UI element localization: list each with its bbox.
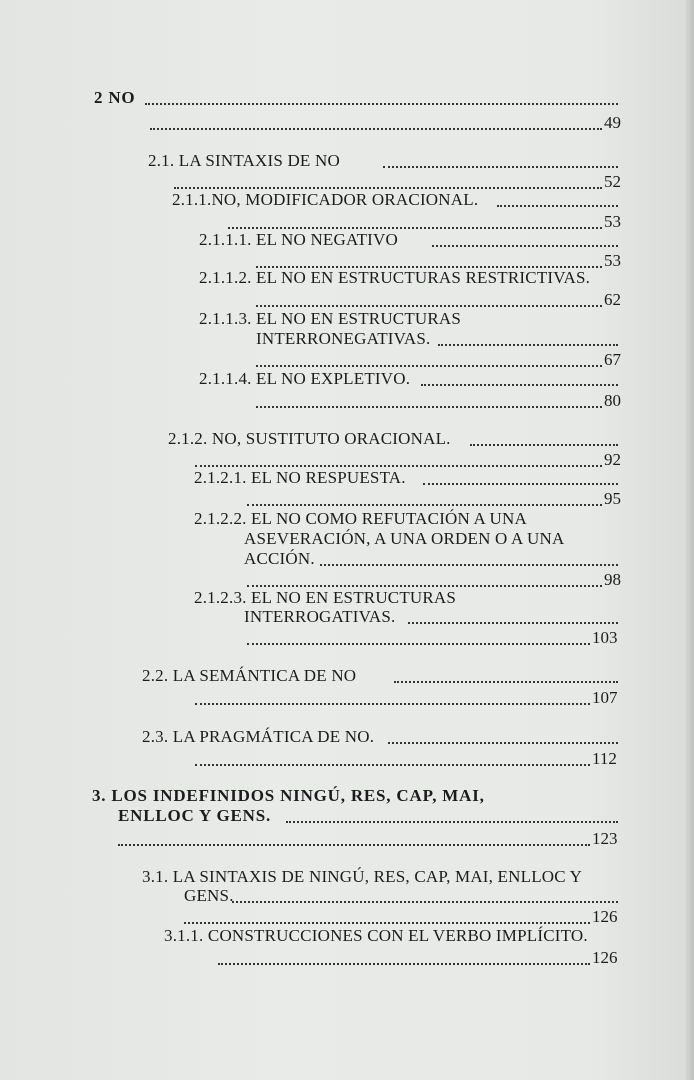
toc-entry-3-page: 123 bbox=[592, 829, 618, 848]
toc-entry-2-1-2-3-title-cont: INTERROGATIVAS. bbox=[244, 607, 396, 626]
toc-leader bbox=[394, 661, 618, 683]
toc-entry-2-1-1-title: 2.1.1.NO, MODIFICADOR ORACIONAL. bbox=[172, 190, 479, 209]
toc-entry-2-2-title: 2.2. LA SEMÁNTICA DE NO bbox=[142, 666, 357, 685]
toc-leader bbox=[383, 146, 618, 168]
toc-entry-2-1-2-title: 2.1.2. NO, SUSTITUTO ORACIONAL. bbox=[168, 429, 451, 448]
toc-entry-2-1-1-1-page: 53 bbox=[604, 251, 621, 270]
toc-entry-2-1-1-4-page: 80 bbox=[604, 391, 621, 410]
toc-leader bbox=[432, 225, 618, 247]
toc-leader bbox=[438, 324, 618, 346]
toc-leader bbox=[195, 683, 590, 705]
toc-entry-3-1-1-page: 126 bbox=[592, 948, 618, 967]
toc-entry-3-1-title-cont: GENS. bbox=[184, 886, 234, 905]
toc-entry-2-title: 2 NO bbox=[94, 88, 136, 107]
toc-leader bbox=[423, 463, 618, 485]
toc-entry-2-1-page: 52 bbox=[604, 172, 621, 191]
toc-leader bbox=[256, 246, 602, 268]
toc-leader bbox=[232, 881, 618, 903]
toc-leader bbox=[145, 83, 618, 105]
toc-entry-2-1-2-2-title-cont: ASEVERACIÓN, A UNA ORDEN O A UNA bbox=[244, 529, 565, 548]
toc-entry-2-2-page: 107 bbox=[592, 688, 618, 707]
toc-entry-2-1-2-3-page: 103 bbox=[592, 628, 618, 647]
toc-entry-2-1-title: 2.1. LA SINTAXIS DE NO bbox=[148, 151, 340, 170]
toc-entry-2-1-2-1-title: 2.1.2.1. EL NO RESPUESTA. bbox=[194, 468, 406, 487]
toc-leader bbox=[470, 424, 618, 446]
toc-entry-2-1-2-3-title: 2.1.2.3. EL NO EN ESTRUCTURAS bbox=[194, 588, 457, 607]
toc-entry-2-1-2-page: 92 bbox=[604, 450, 621, 469]
toc-entry-2-1-1-1-title: 2.1.1.1. EL NO NEGATIVO bbox=[199, 230, 398, 249]
toc-entry-2-1-2-2-title-cont2: ACCIÓN. bbox=[244, 549, 315, 568]
toc-leader bbox=[247, 623, 590, 645]
toc-leader bbox=[408, 602, 618, 624]
toc-entry-2-3-page: 112 bbox=[592, 749, 617, 768]
toc-leader bbox=[247, 484, 602, 506]
toc-entry-3-1-1-title: 3.1.1. CONSTRUCCIONES CON EL VERBO IMPLÍCITO. bbox=[164, 926, 588, 945]
toc-entry-3-title-cont: ENLLOC Y GENS. bbox=[118, 806, 272, 825]
toc-leader bbox=[286, 801, 618, 823]
toc-entry-2-1-1-3-title: 2.1.1.3. EL NO EN ESTRUCTURAS bbox=[199, 309, 462, 328]
toc-entry-2-1-1-3-title-cont: INTERRONEGATIVAS. bbox=[256, 329, 431, 348]
toc-leader bbox=[421, 364, 618, 386]
toc-leader bbox=[256, 386, 602, 408]
toc-entry-2-1-2-2-title: 2.1.2.2. EL NO COMO REFUTACIÓN A UNA bbox=[194, 509, 527, 528]
toc-entry-3-1-page: 126 bbox=[592, 907, 618, 926]
toc-leader bbox=[184, 902, 590, 924]
toc-entry-2-1-1-4-title: 2.1.1.4. EL NO EXPLETIVO. bbox=[199, 369, 411, 388]
toc-leader bbox=[497, 185, 618, 207]
toc-entry-2-1-1-2-page: 62 bbox=[604, 290, 621, 309]
page-edge bbox=[686, 0, 694, 1080]
toc-leader bbox=[195, 744, 590, 766]
toc-entry-2-3-title: 2.3. LA PRAGMÁTICA DE NO. bbox=[142, 727, 375, 746]
toc-entry-2-1-2-2-page: 98 bbox=[604, 570, 621, 589]
toc-leader bbox=[247, 565, 602, 587]
toc-entry-2-1-2-1-page: 95 bbox=[604, 489, 621, 508]
toc-entry-2-1-1-page: 53 bbox=[604, 212, 621, 231]
toc-leader bbox=[256, 285, 602, 307]
toc-entry-2-1-1-2-title: 2.1.1.2. EL NO EN ESTRUCTURAS RESTRICTIVAS. bbox=[199, 268, 591, 287]
toc-leader bbox=[388, 722, 618, 744]
toc-leader bbox=[118, 824, 590, 846]
toc-entry-3-title: 3. LOS INDEFINIDOS NINGÚ, RES, CAP, MAI, bbox=[92, 786, 485, 805]
toc-entry-3-1-title: 3.1. LA SINTAXIS DE NINGÚ, RES, CAP, MAI, ENLLOC Y bbox=[142, 867, 583, 886]
toc-leader bbox=[150, 108, 602, 130]
toc-entry-2-page: 49 bbox=[604, 113, 621, 132]
toc-leader bbox=[218, 943, 590, 965]
toc-entry-2-1-1-3-page: 67 bbox=[604, 350, 621, 369]
toc-leader bbox=[320, 544, 618, 566]
